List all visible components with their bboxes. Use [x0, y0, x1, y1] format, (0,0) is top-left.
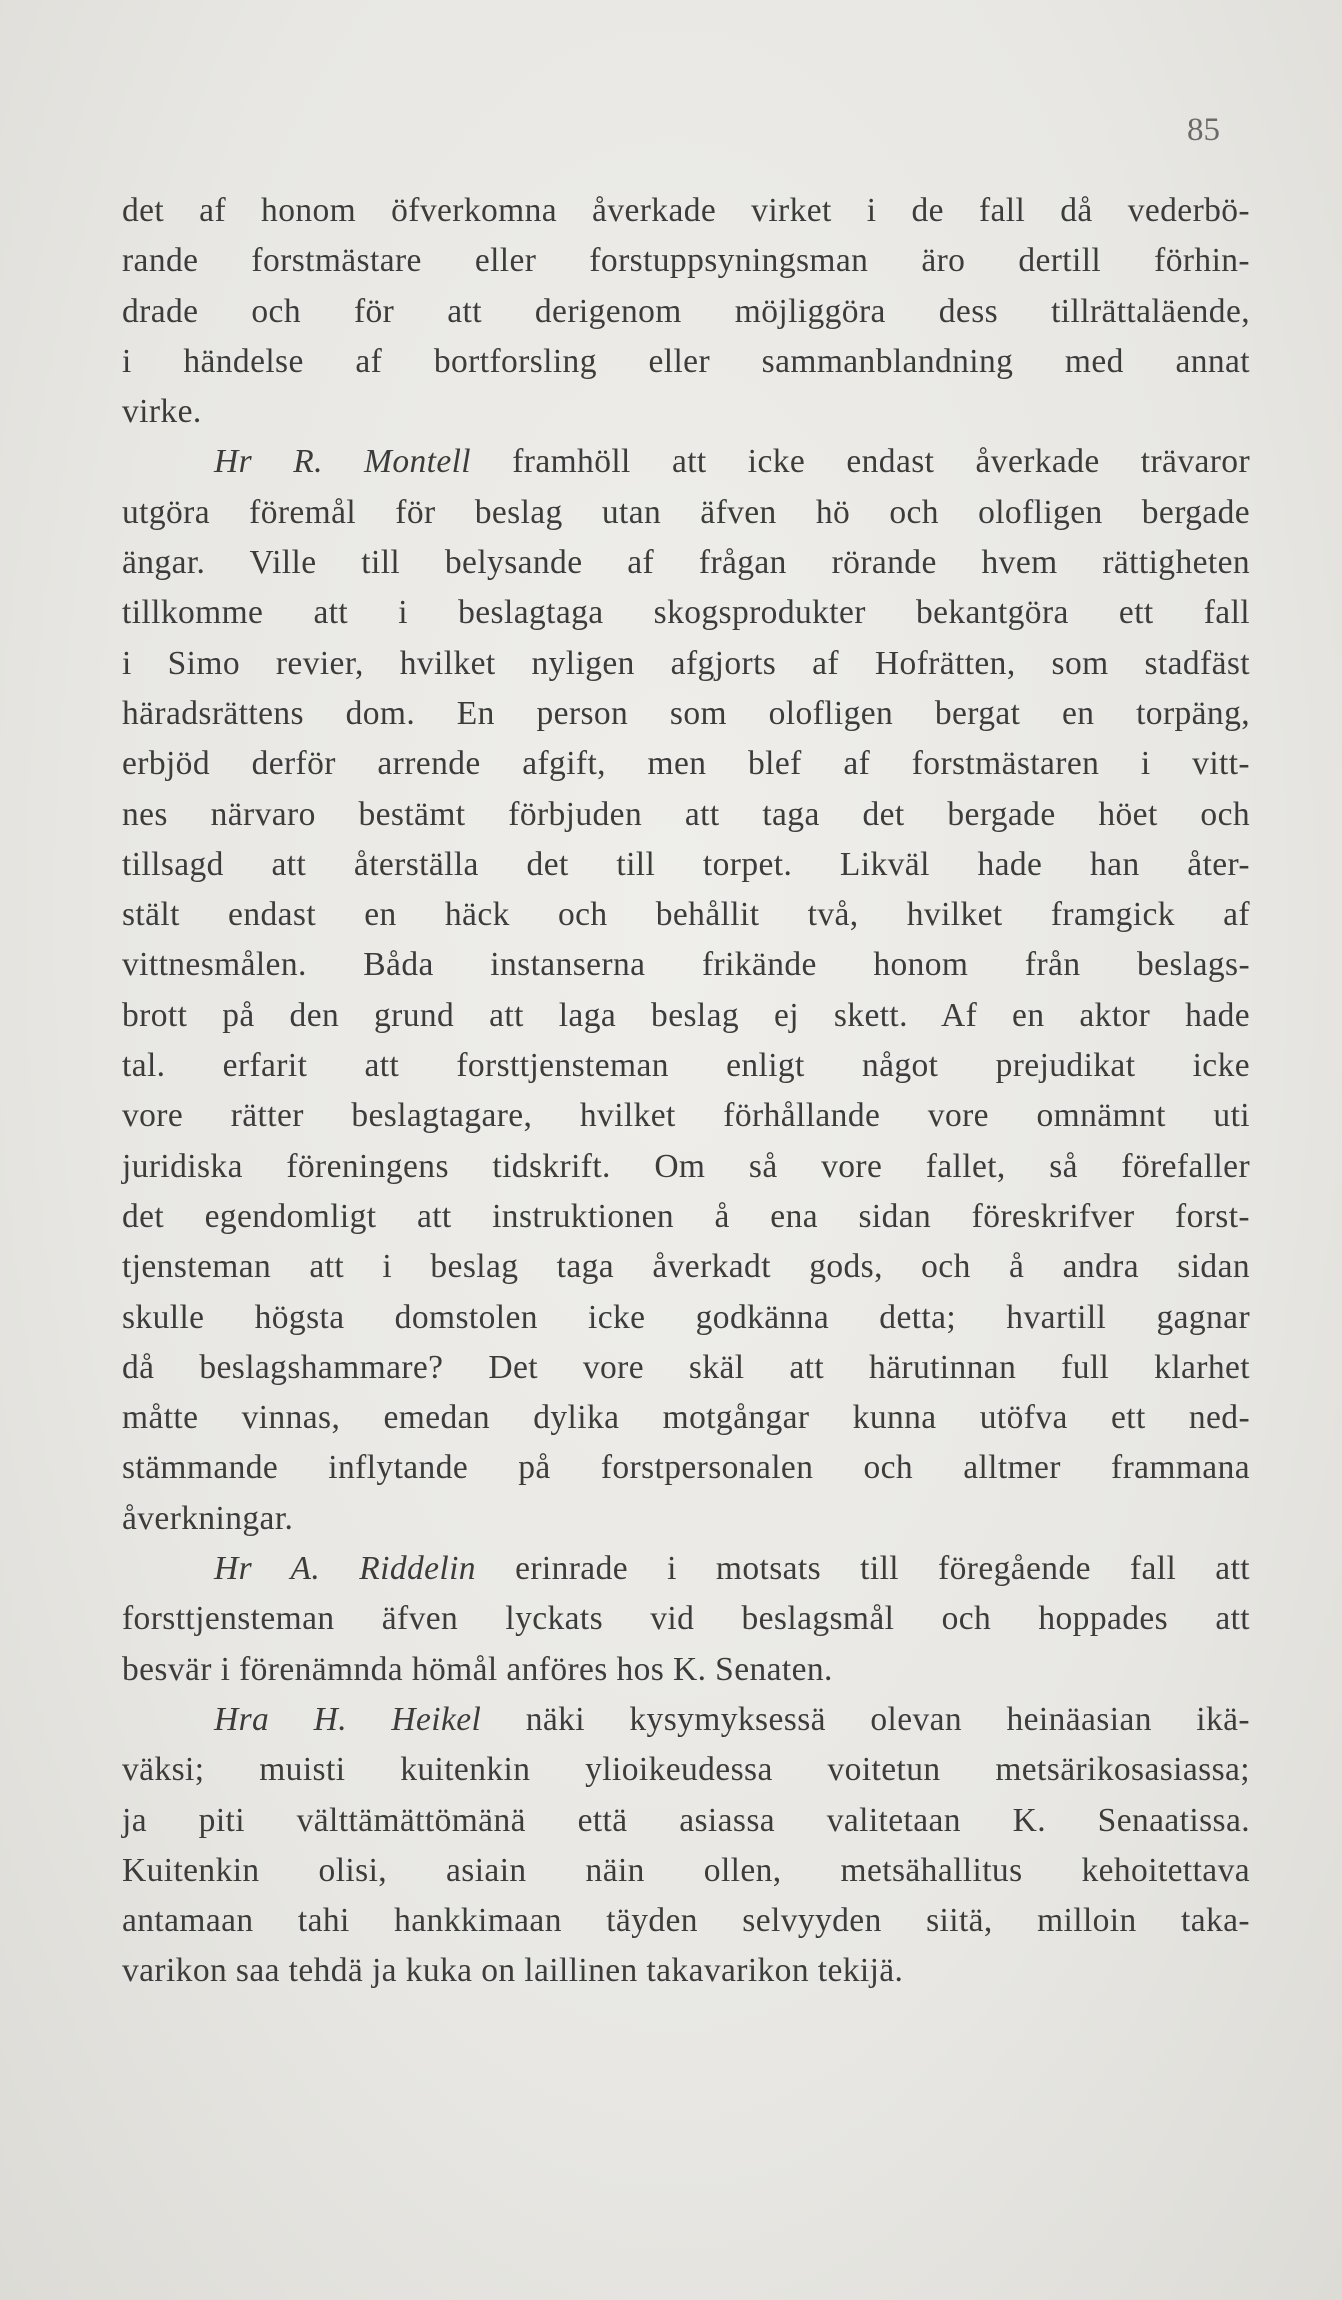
text-line: rande forstmästare eller forstuppsyningsman äro dertill förhin- [122, 242, 1250, 280]
speaker-name: Hr A. Riddelin [214, 1550, 476, 1588]
text-line: varikon saa tehdä ja kuka on laillinen takavarikon tekijä. [122, 1952, 904, 1990]
text-line: erbjöd derför arrende afgift, men blef af forstmästaren i vitt- [122, 745, 1250, 783]
text-line: nes närvaro bestämt förbjuden att taga det bergade höet och [122, 795, 1250, 833]
text-line: utgöra föremål för beslag utan äfven hö och olofligen bergade [122, 493, 1250, 531]
text-line: åverkningar. [122, 1499, 294, 1537]
text-line: det af honom öfverkomna åverkade virket i de fall då vederbö- [122, 192, 1250, 229]
text-line: ängar. Ville till belysande af frågan rörande hvem rättigheten [122, 544, 1250, 582]
text-line-first [122, 1544, 1250, 1594]
text-line: stämmande inflytande på forstpersonalen och alltmer frammana [122, 1449, 1250, 1487]
text-line: ja piti välttämättömänä että asiassa valitetaan K. Senaatissa. [122, 1801, 1250, 1839]
paragraph-1 [122, 186, 1250, 437]
speaker-name: Hra H. Heikel [214, 1700, 482, 1738]
text-line: tillkomme att i beslagtaga skogsprodukter bekantgöra ett fall [122, 594, 1250, 632]
text-line-first [122, 1695, 1250, 1745]
text-line: brott på den grund att laga beslag ej skett. Af en aktor hade [122, 996, 1250, 1034]
page-number: 85 [1187, 112, 1220, 148]
text-line: i Simo revier, hvilket nyligen afgjorts af Hofrätten, som stadfäst [122, 644, 1250, 682]
paragraph-3 [122, 1544, 1250, 1695]
text-line: tillsagd att återställa det till torpet. Likväl hade han åter- [122, 845, 1250, 883]
text-line: drade och för att derigenom möjliggöra dess tillrättaläende, [122, 292, 1250, 330]
text-line: i händelse af bortforsling eller sammanblandning med annat [122, 342, 1250, 380]
paragraph-2 [122, 437, 1250, 1544]
body-text [122, 186, 1250, 1997]
text-line: framhöll att icke endast åverkade trävaror [471, 443, 1251, 481]
text-line: då beslagshammare? Det vore skäl att härutinnan full klarhet [122, 1348, 1250, 1386]
text-line: tal. erfarit att forsttjensteman enligt något prejudikat icke [122, 1047, 1250, 1085]
text-line: skulle högsta domstolen icke godkänna detta; hvartill gagnar [122, 1298, 1250, 1336]
text-line: Kuitenkin olisi, asiain näin ollen, metsähallitus kehoitettava [122, 1851, 1250, 1889]
text-line: väksi; muisti kuitenkin ylioikeudessa voitetun metsärikosasiassa; [122, 1751, 1250, 1789]
text-line: forsttjensteman äfven lyckats vid beslagsmål och hoppades att [122, 1600, 1250, 1638]
text-line: juridiska föreningens tidskrift. Om så vore fallet, så förefaller [122, 1147, 1250, 1185]
paragraph-4 [122, 1695, 1250, 1997]
text-line: näki kysymyksessä olevan heinäasian ikä- [481, 1700, 1250, 1738]
text-line: besvär i förenämnda hömål anföres hos K. Senaten. [122, 1650, 833, 1688]
text-line: virke. [122, 393, 202, 431]
text-line: tjensteman att i beslag taga åverkadt gods, och å andra sidan [122, 1248, 1250, 1286]
text-line-first [122, 437, 1250, 487]
text-line: det egendomligt att instruktionen å ena sidan föreskrifver forst- [122, 1197, 1250, 1235]
speaker-name: Hr R. Montell [214, 443, 472, 481]
text-line: antamaan tahi hankkimaan täyden selvyyden siitä, milloin taka- [122, 1902, 1250, 1940]
text-line: vittnesmålen. Båda instanserna frikände honom från beslags- [122, 946, 1250, 984]
text-line: stält endast en häck och behållit två, hvilket framgick af [122, 896, 1250, 934]
text-line: måtte vinnas, emedan dylika motgångar kunna utöfva ett ned- [122, 1399, 1250, 1437]
text-line: häradsrättens dom. En person som olofligen bergat en torpäng, [122, 694, 1250, 732]
text-line: erinrade i motsats till föregående fall att [475, 1550, 1250, 1588]
text-line: vore rätter beslagtagare, hvilket förhållande vore omnämnt uti [122, 1097, 1250, 1135]
